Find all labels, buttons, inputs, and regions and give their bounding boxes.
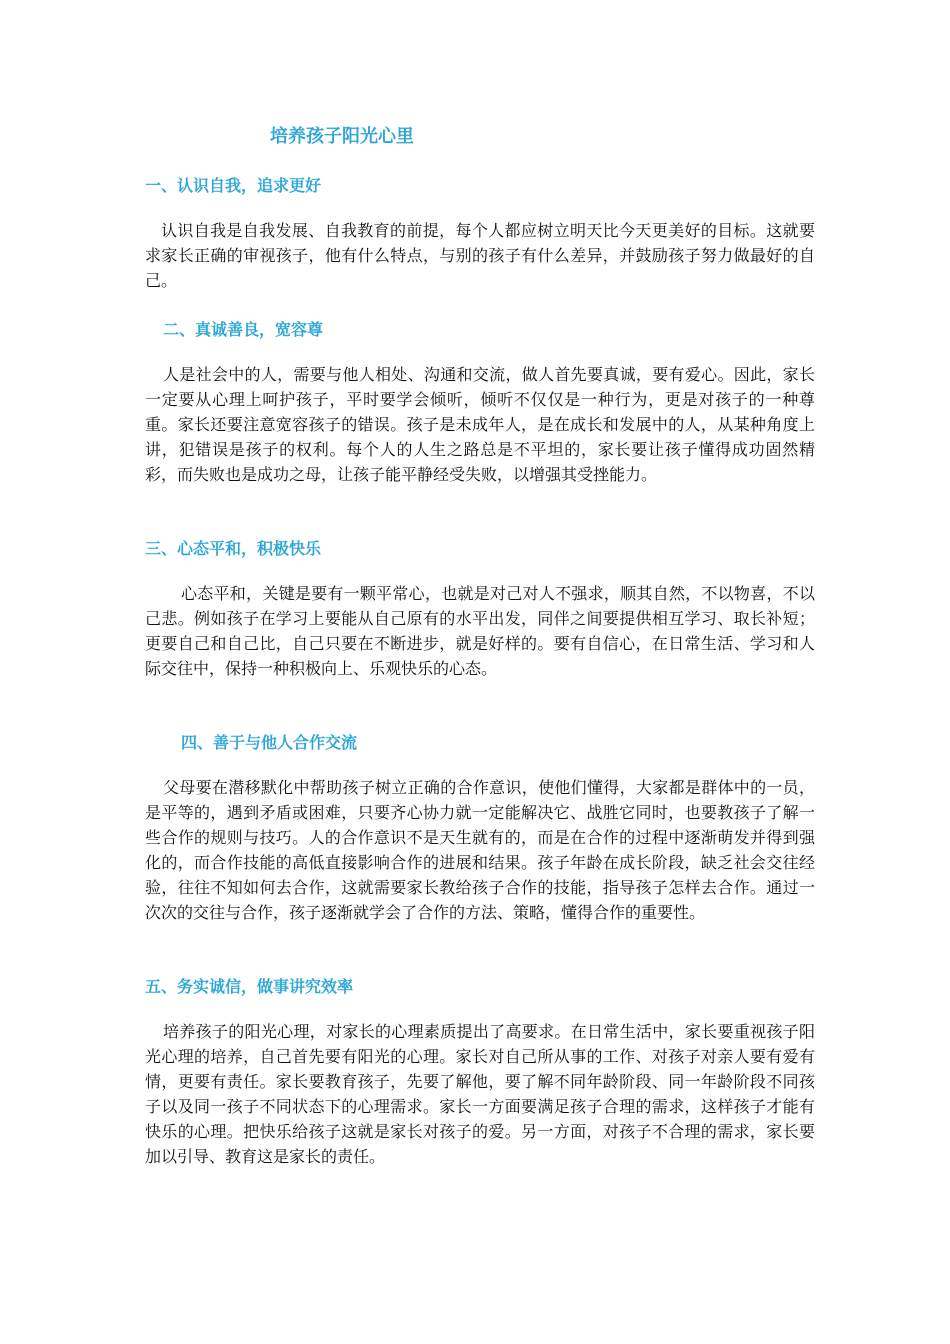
section-paragraph: 心态平和，关键是要有一颗平常心，也就是对己对人不强求，顺其自然，不以物喜，不以己悲。例如孩子在学习上要能从自己原有的水平出发，同伴之间要提供相互学习、取长补短；更要自己和自己比，自己只要在不断进步，就是好样的。要有自信心，在日常生活、学习和人际交往中，保持一种积极向上、乐观快乐的心态。 xyxy=(145,584,815,678)
section-heading: 四、善于与他人合作交流 xyxy=(181,733,358,752)
section-5 xyxy=(145,975,815,1169)
section-4 xyxy=(145,731,815,925)
section-2 xyxy=(145,318,815,487)
section-paragraph: 父母要在潜移默化中帮助孩子树立正确的合作意识，使他们懂得，大家都是群体中的一员，是平等的，遇到矛盾或困难，只要齐心协力就一定能解决它、战胜它同时，也要教孩子了解一些合作的规则与技巧。人的合作意识不是天生就有的，而是在合作的过程中逐渐萌发并得到强化的，而合作技能的高低直接影响合作的进展和结果。孩子年龄在成长阶段，缺乏社会交往经验，往往不知如何去合作，这就需要家长教给孩子合作的技能，指导孩子怎样去合作。通过一次次的交往与合作，孩子逐渐就学会了合作的方法、策略，懂得合作的重要性。 xyxy=(145,778,815,922)
section-paragraph: 人是社会中的人，需要与他人相处、沟通和交流，做人首先要真诚，要有爱心。因此，家长一定要从心理上呵护孩子，平时要学会倾听，倾听不仅仅是一种行为，更是对孩子的一种尊重。家长还要注意宽容孩子的错误。孩子是未成年人，是在成长和发展中的人，从某种角度上讲，犯错误是孩子的权利。每个人的人生之路总是不平坦的，家长要让孩子懂得成功固然精彩，而失败也是成功之母，让孩子能平静经受失败，以增强其受挫能力。 xyxy=(145,365,815,484)
section-heading: 五、务实诚信，做事讲究效率 xyxy=(145,977,354,996)
section-3 xyxy=(145,537,815,681)
section-paragraph: 认识自我是自我发展、自我教育的前提，每个人都应树立明天比今天更美好的目标。这就要求家长正确的审视孩子，他有什么特点，与别的孩子有什么差异，并鼓励孩子努力做最好的自己。 xyxy=(145,221,815,290)
section-paragraph: 培养孩子的阳光心理，对家长的心理素质提出了高要求。在日常生活中，家长要重视孩子阳光心理的培养，自己首先要有阳光的心理。家长对自己所从事的工作、对孩子对亲人要有爱有情，更要有责任。家长要教育孩子，先要了解他，要了解不同年龄阶段、同一年龄阶段不同孩子以及同一孩子不同状态下的心理需求。家长一方面要满足孩子合理的需求，这样孩子才能有快乐的心理。把快乐给孩子这就是家长对孩子的爱。另一方面，对孩子不合理的需求，家长要加以引导、教育这是家长的责任。 xyxy=(145,1022,815,1166)
document-title: 培养孩子阳光心里 xyxy=(270,126,414,147)
section-heading: 三、心态平和，积极快乐 xyxy=(145,539,322,558)
section-heading: 一、认识自我，追求更好 xyxy=(145,176,322,195)
section-1 xyxy=(145,174,815,293)
section-heading: 二、真诚善良，宽容尊 xyxy=(163,320,324,339)
